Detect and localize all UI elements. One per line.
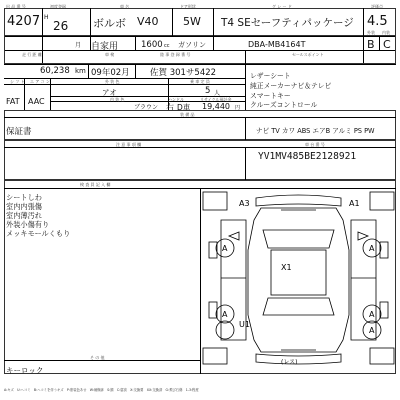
era-mark: H [44,14,49,21]
sales-point-item: スマートキー [250,91,291,100]
sales-point-item: クルーズコントロール [250,101,318,110]
recycle-fee: 19,440 [202,102,230,111]
capacity-unit: 人 [214,90,221,97]
lot-number-label: 出 品 番 号 [6,4,26,9]
steering-label: ハンドル [168,97,184,102]
shaken-expiry: 09年02月 [91,68,130,78]
grade-label: グ レ ー ド [272,4,292,9]
damage-mark: A [369,310,375,319]
interior-color-label: 内 装 色 [110,97,125,102]
extras-value: キーロック [6,366,44,375]
plate-number: 佐賀 301サ5422 [150,68,217,78]
inspection-item: 室内内張傷 [6,202,42,211]
first-registration-label: 初度登録 [50,4,66,9]
shift-type: FAT [6,97,20,106]
legend-footnote: A:キズ U:ヘコミ B:ヘコミを伴うキズ P:塗装色あせ W:補修跡 S:錆 C:腐食 X:交換要 XX:交換済 G:飛び石傷 1-3:程度 [4,388,199,392]
warranty-value: 保証書 [6,127,32,137]
recycle-label: リサイクル預託金 [200,97,232,102]
capacity-label: 乗 車 定 員 [190,79,210,84]
sales-point-item: 純正メーカーナビ＆テレビ [250,81,332,90]
damage-mark: A3 [239,199,250,208]
interior-grade: C [383,38,391,51]
inspection-item: 室内薄汚れ [6,211,42,220]
door-type: 5W [183,15,201,28]
inspection-item: メッキモールくもり [6,229,71,238]
mileage-unit: km [75,67,86,75]
sales-points-list [250,72,331,111]
equipment-label: 装 備 品 [180,112,195,117]
car-damage-diagram [201,190,396,366]
inspection-item: シートしわ [6,193,42,202]
registration-month-label: 月 [75,42,82,49]
steering-side: 右 [166,103,174,112]
damage-mark: A [369,326,375,335]
inspection-list [6,193,70,238]
interior-grade-label: 内装 [382,30,390,35]
fuel-type: ガソリン [178,41,206,49]
recycle-fee-unit: 円 [235,105,241,111]
damage-mark: U1 [239,320,250,329]
corner-note: (レス) [281,359,298,366]
registration-year: 26 [53,19,69,33]
sales-point-item: レザーシート [250,72,291,80]
damage-mark: X1 [281,263,292,272]
vin-label: 車 台 番 号 [305,142,325,147]
mileage: 60,238 [40,66,70,76]
sales-points-label: セールスポイント [292,52,324,57]
grade-name: T4 SEセーフティパッケージ [221,17,354,29]
exterior-grade: B [367,38,375,51]
displacement-unit: cc [164,43,170,49]
exterior-color-label: 外 装 色 [105,79,120,84]
interior-color: ブラウン [134,104,159,111]
maker-name: ボルボ [93,17,126,30]
shaken-label: 車 検 [105,52,115,57]
notes-label: 注 意 事 項 欄 [116,142,142,147]
exterior-grade-label: 外装 [367,30,375,35]
equipment-items: ナビ TV カワ ABS エアB アルミ PS PW [256,127,375,135]
score-label: 評価点 [371,4,383,9]
model-code: DBA-MB4164T [248,40,306,49]
shift-label: シ フ ト [10,79,25,84]
mileage-label: 走 行 距 離 [22,52,42,57]
capacity: 5 [205,86,211,96]
inspection-label: 検 査 員 記 入 欄 [80,182,111,187]
damage-mark: A [369,244,375,253]
displacement: 1600 [141,40,163,50]
inspection-item: 外装小傷有り [6,220,50,229]
lot-number: 4207 [7,14,41,29]
exterior-color: アオ [102,88,117,97]
damage-mark: A1 [349,199,360,208]
maker-label: 車 名 [120,4,130,9]
ac-type: AAC [28,97,45,106]
door-type-label: ドア形状 [180,4,196,9]
model-name: V40 [137,15,159,28]
damage-mark: A [222,244,228,253]
d-vehicle-mark: D車 [177,103,191,112]
plate-label: 陸 事 登 録 番 号 [160,52,191,57]
extras-label: そ の 他 [90,355,105,360]
ac-label: エ ア コ ン [30,79,50,84]
damage-mark: A [222,310,228,319]
overall-score: 4.5 [367,14,388,29]
vin-number: YV1MV485BE2128921 [258,151,357,162]
usage-type: 自家用 [91,42,119,52]
